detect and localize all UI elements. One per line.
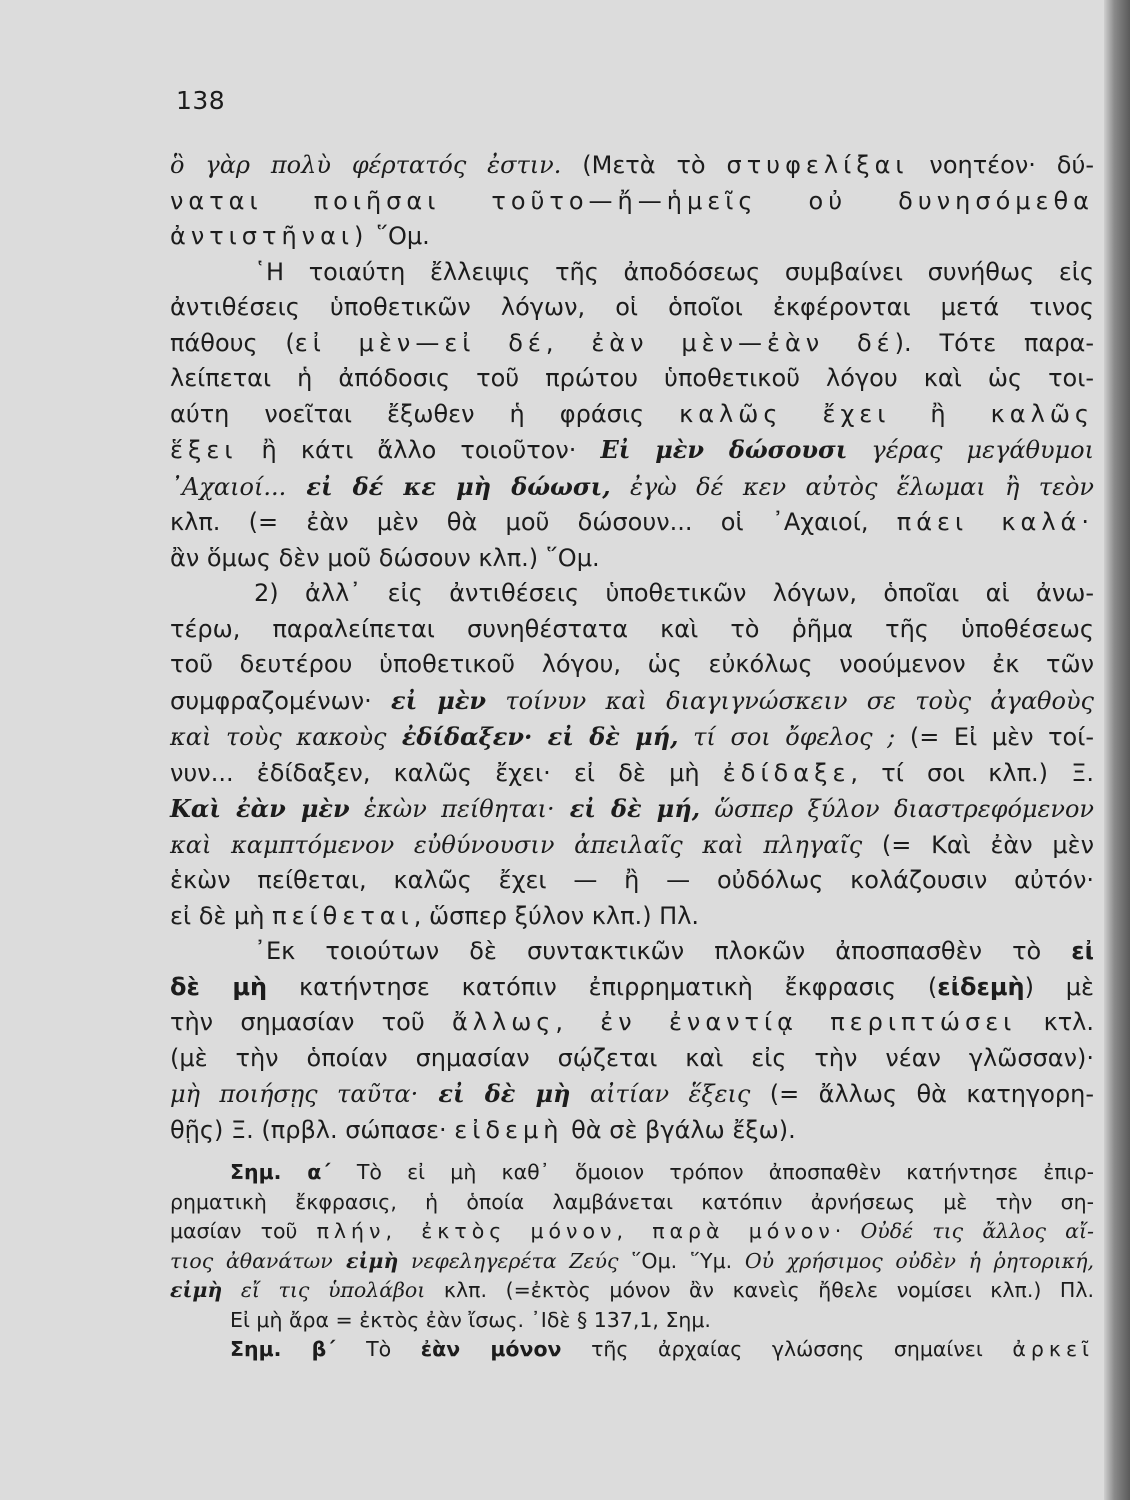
text-segment: εἰ μὲν <box>391 685 487 715</box>
text-segment: καλῶς ἔχει ἢ καλῶς <box>679 399 1095 428</box>
text-line <box>170 255 1094 291</box>
page-body <box>170 148 1094 1365</box>
text-segment: εἰ δέ κε μὴ δώωσι, <box>286 471 611 501</box>
text-segment: νυν... ἐδίδαξεν, καλῶς ἔχει· εἰ δὲ μὴ <box>170 758 723 787</box>
text-segment: γέρας μεγάθυμοι <box>847 436 1095 464</box>
text-segment: εἴ τις ὑπολάβοι <box>222 1278 426 1302</box>
text-segment: ἑκὼν πείθεται, καλῶς ἔχει — ἢ — οὐδόλως κολάζουσιν αὐτόν· <box>170 866 1094 894</box>
text-line <box>170 1005 1094 1041</box>
text-line <box>170 541 1094 577</box>
text-segment: ὥσπερ ξύλον διαστρεφόμενον <box>700 795 1095 823</box>
text-segment: εἰ μὲν—εἰ δέ, ἐὰν μὲν—ἐὰν δέ <box>294 328 895 357</box>
note-a <box>170 1158 1094 1335</box>
text-segment: Τὸ <box>336 1337 421 1361</box>
paragraph-quote-end <box>170 148 1094 255</box>
text-line <box>170 1076 1094 1113</box>
text-segment: Οὐδέ τις ἄλλος αἴ- <box>860 1219 1094 1243</box>
text-segment: (μὲ τὴν ὁποίαν σημασίαν σῴζεται καὶ εἰς τὴν νέαν γλῶσσαν)· <box>170 1043 1094 1072</box>
text-segment: τέρω, παραλείπεται συνηθέστατα καὶ τὸ ῥῆμα τῆς ὑποθέσεως <box>170 614 1094 643</box>
text-segment: εἰ δὲ μή, <box>554 794 701 823</box>
text-segment: , τί σοι κλπ.) Ξ. <box>850 758 1095 787</box>
text-segment: εἰδεμὴ <box>454 1115 564 1144</box>
text-segment: Οὐ χρήσιμος οὐδὲν ἡ ῥητορική, <box>744 1248 1094 1273</box>
text-segment: ). Τότε παρα- <box>894 328 1094 357</box>
note-line <box>170 1335 1094 1365</box>
text-segment: μασίαν τοῦ <box>170 1219 317 1243</box>
text-line <box>170 828 1094 864</box>
text-segment: ἀντιθέσεις ὑποθετικῶν λόγων, οἱ ὁποῖοι ἐκφέρονται μετά τινος <box>170 293 1094 321</box>
text-segment: θῇς) Ξ. (πρβλ. σώπασε· <box>170 1115 455 1144</box>
text-segment: εἰμὴ <box>332 1248 399 1273</box>
text-segment: εἰ <box>1071 937 1094 965</box>
text-segment: ῾Η τοιαύτη ἔλλειψις τῆς ἀποδόσεως συμβαίνει συνήθως εἰς <box>254 257 1094 286</box>
text-segment: τοῦ δευτέρου ὑποθετικοῦ λόγου, ὡς εὐκόλως νοούμενον ἐκ τῶν <box>170 650 1094 678</box>
text-line <box>170 647 1094 683</box>
text-line <box>170 576 1094 612</box>
text-segment: εἰδεμὴ <box>937 972 1025 1001</box>
page-number: 138 <box>176 86 226 115</box>
text-segment: κλπ. (=ἐκτὸς μόνον ἂν κανεὶς ἤθελε νομίσει κλπ.) Πλ. <box>425 1278 1094 1302</box>
text-line <box>170 361 1094 397</box>
text-segment: λείπεται ἡ ἀπόδοσις τοῦ πρώτου ὑποθετικοῦ λόγου καὶ ὡς τοι- <box>170 364 1094 392</box>
text-line <box>170 148 1094 184</box>
text-line <box>170 756 1094 792</box>
text-segment: (= ἄλλως θὰ κατηγορη- <box>750 1080 1094 1108</box>
text-segment: νοητέον· δύ- <box>908 151 1094 179</box>
text-segment: πλήν, ἐκτὸς μόνον, παρὰ μόνον <box>316 1219 835 1243</box>
text-segment: εἰμὴ <box>170 1278 223 1302</box>
text-segment: πάθους ( <box>170 328 295 357</box>
text-line <box>170 970 1094 1006</box>
text-line <box>170 326 1094 362</box>
text-line <box>170 719 1094 756</box>
text-segment: (Μετὰ τὸ <box>561 151 727 179</box>
text-line <box>170 791 1094 828</box>
text-segment: ἀντιστῆναι) <box>170 222 369 250</box>
text-line <box>170 1041 1094 1077</box>
text-segment: (= Εἰ μὲν τοί- <box>895 723 1094 751</box>
text-segment: κτλ. <box>1016 1008 1094 1036</box>
text-segment: εἰ δὲ μὴ <box>418 1079 571 1108</box>
text-line <box>170 219 1094 255</box>
text-segment: νεφεληγερέτα Ζεύς <box>398 1248 619 1273</box>
text-line <box>170 683 1094 720</box>
note-line <box>170 1306 1094 1336</box>
text-line <box>170 432 1094 469</box>
text-segment: τὴν σημασίαν τοῦ <box>170 1008 452 1036</box>
text-segment: Εἰ μὴ ἄρα = ἐκτὸς ἐὰν ἴσως. ᾿Ιδὲ § 137,1, Σημ. <box>230 1307 711 1332</box>
text-segment: ) μὲ <box>1024 972 1095 1001</box>
text-segment: δὲ μὴ <box>170 972 268 1001</box>
paragraph-point-2 <box>170 576 1094 934</box>
text-segment: ᾿Εκ τοιούτων δὲ συντακτικῶν πλοκῶν ἀποσπασθὲν τὸ <box>254 937 1072 965</box>
text-segment: τῆς ἀρχαίας γλώσσης σημαίνει <box>561 1337 1013 1361</box>
text-segment: κλπ. (= ἐὰν μὲν θὰ μοῦ δώσουν... οἱ ᾿Αχαιοί, <box>170 508 897 536</box>
text-segment: κατήντησε κατόπιν ἐπιρρηματικὴ ἔκφρασις ( <box>267 972 938 1001</box>
text-segment: ναται ποιῆσαι τοῦτο—ἤ—ἡμεῖς οὐ δυνησόμεθα <box>170 186 1094 215</box>
text-line <box>170 612 1094 648</box>
text-segment: ἄλλως, ἐν ἐναντίᾳ περιπτώσει <box>451 1008 1017 1036</box>
text-segment: τοίνυν καὶ διαγιγνώσκειν σε τοὺς ἀγαθοὺς <box>486 686 1094 715</box>
text-line <box>170 184 1094 220</box>
paragraph-ellipsis <box>170 255 1094 577</box>
text-segment: ἑκὼν πείθηται· <box>349 795 555 823</box>
text-line <box>170 290 1094 326</box>
text-segment: καὶ καμπτόμενον εὐθύνουσιν ἀπειλαῖς καὶ πληγαῖς <box>170 830 863 859</box>
text-segment: ἐὰν μόνον <box>420 1337 562 1361</box>
text-segment: ἐδίδαξε <box>722 758 851 787</box>
note-line <box>170 1217 1094 1247</box>
text-segment: ρηματικὴ ἔκφρασις, ἡ ὁποία λαμβάνεται κατόπιν ἀρνήσεως μὲ τὴν ση- <box>170 1189 1094 1214</box>
text-segment: ἢ κάτι ἄλλο τοιοῦτον· <box>237 436 601 464</box>
text-segment: ἕξει <box>170 436 238 464</box>
text-segment: εἰ δὲ μὴ <box>170 901 273 930</box>
note-line <box>170 1188 1094 1218</box>
text-segment: Εἰ μὲν δώσουσι <box>600 435 848 464</box>
text-segment: συμφραζομένων· <box>170 686 392 715</box>
text-segment: μὴ ποιήσῃς ταῦτα· <box>170 1080 419 1108</box>
text-line <box>170 934 1094 970</box>
book-spine-shadow <box>1104 0 1130 1500</box>
text-line <box>170 397 1094 433</box>
text-segment: θὰ σὲ βγάλω ἔξω). <box>563 1115 796 1144</box>
text-line <box>170 505 1094 541</box>
text-segment: πάει καλά· <box>896 508 1094 536</box>
text-segment: τί σοι ὄφελος ; <box>678 723 896 751</box>
text-segment: ὃ γὰρ πολὺ φέρτατός ἐστιν. <box>170 151 562 179</box>
text-segment: ἐγὼ δέ κεν αὐτὸς ἕλωμαι ἢ τεὸν <box>610 472 1094 501</box>
note-line <box>170 1247 1094 1277</box>
text-segment: Τὸ εἰ μὴ καθ᾿ ὅμοιον τρόπον ἀποσπαθὲν κατήντησε ἐπιρ- <box>331 1160 1094 1184</box>
text-segment: ᾿Αχαιοί... <box>170 472 287 501</box>
text-segment: Σημ. β´ <box>230 1337 337 1361</box>
text-segment: καὶ τοὺς κακοὺς <box>170 723 387 751</box>
text-segment: , ὥσπερ ξύλον κλπ.) Πλ. <box>413 901 700 930</box>
text-segment: στυφελίξαι <box>726 151 909 179</box>
text-segment: Καὶ ἐὰν μὲν <box>170 794 350 823</box>
text-segment: ῞Ομ. ῞Υμ. <box>618 1248 745 1273</box>
note-b <box>170 1335 1094 1365</box>
text-segment: τιος ἀθανάτων <box>170 1248 333 1273</box>
text-segment: ἐδίδαξεν· εἰ δὲ μή, <box>386 722 679 751</box>
text-segment: Σημ. α´ <box>230 1160 332 1184</box>
text-segment: 2) ἀλλ᾿ εἰς ἀντιθέσεις ὑποθετικῶν λόγων, ὁποῖαι αἱ ἀνω- <box>254 579 1094 607</box>
text-segment: ἂν ὅμως δὲν μοῦ δώσουν κλπ.) ῞Ομ. <box>170 543 600 572</box>
text-segment: · <box>834 1219 861 1243</box>
text-line <box>170 863 1094 899</box>
text-segment: αύτη νοεῖται ἔξωθεν ἡ φράσις <box>170 399 680 428</box>
text-line <box>170 899 1094 935</box>
note-line <box>170 1158 1094 1188</box>
note-line <box>170 1276 1094 1306</box>
text-segment: ἀρκεῖ <box>1012 1337 1094 1361</box>
paragraph-eidemi <box>170 934 1094 1148</box>
text-segment: (= Καὶ ἐὰν μὲν <box>862 830 1095 859</box>
text-line <box>170 1113 1094 1149</box>
text-segment: ῞Ομ. <box>368 222 430 250</box>
text-segment: αἰτίαν ἕξεις <box>570 1080 751 1108</box>
text-segment: πείθεται <box>272 901 414 930</box>
text-line <box>170 469 1094 506</box>
